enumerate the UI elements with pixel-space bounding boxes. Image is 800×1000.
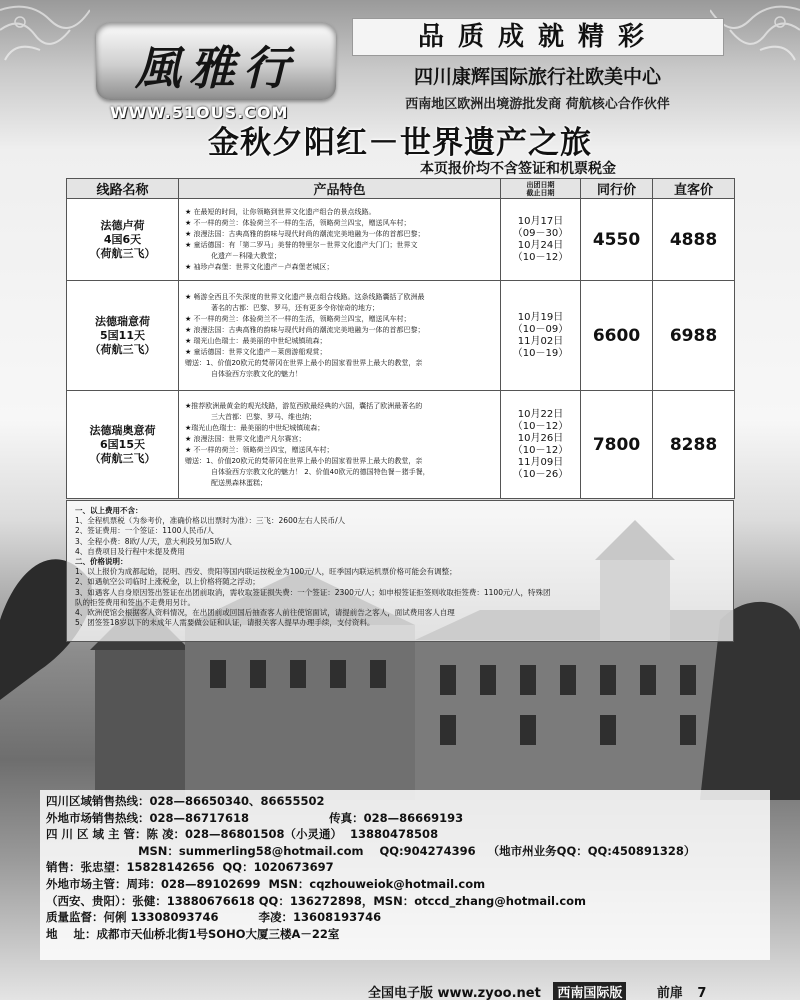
departure-dates-cell — [501, 391, 581, 499]
notes-item: 3、全程小费：8欧/人/天，意大利段另加5欧/人 — [75, 536, 232, 546]
notes-item: 5、团签签18岁以下的未成年人需要做公证和认证，请报关客人提早办理手续，支付资料。 — [75, 618, 375, 628]
feature-line: ★瑞光山色瑞士：最美丽的中世纪城镇琉森； — [185, 423, 325, 432]
brand-website: WWW.51OUS.COM — [110, 103, 289, 122]
date-line: 10月17日 — [517, 215, 564, 227]
feature-line: 配送黑森林蛋糕； — [211, 478, 267, 487]
contact-line: 外地市场销售热线：028—86717618 传真：028—86669193 — [46, 810, 464, 825]
notes-heading: 一、以上费用不含： — [75, 506, 143, 515]
notes-item: 2、如遇航空公司临时上涨税金，以上价格将随之浮动； — [75, 577, 260, 587]
peer-price-column-header: 同行价 — [581, 179, 653, 199]
direct-price-column-header: 直客价 — [653, 179, 735, 199]
route-name-line: 法德卢荷 — [100, 218, 145, 232]
date-column-header — [501, 179, 581, 199]
departure-dates-cell — [501, 281, 581, 391]
date-header-line2: 截止日期 — [526, 188, 555, 197]
notes-item: 4、欧洲使馆会根据客人资料情况，在出团前或回国后抽查客人前往使馆面试，请提前告之客人，面试费用客人自理 — [75, 608, 455, 618]
feature-line: ★ 浪漫法国：古典高雅的韵味与现代时尚的潮流完美地融为一体的首都巴黎； — [185, 229, 425, 238]
date-line: 11月02日 — [517, 335, 564, 347]
date-line: （10－26） — [512, 468, 569, 480]
route-name-cell — [67, 199, 179, 281]
direct-price-cell: 6988 — [653, 281, 735, 391]
notes-item: 4、自费项目及行程中未提及费用 — [75, 546, 185, 556]
contact-line: （西安、贵阳）：张健：13880676618 QQ：136272898，MSN：otccd_zhang@hotmail.com — [46, 893, 587, 908]
contact-line: MSN：summerling58@hotmail.com QQ:904274396 （地市州业务QQ：QQ:450891328） — [46, 843, 696, 858]
date-line: （10－12） — [512, 251, 569, 263]
feature-line: 自体验西方宗教文化的魅力！ — [211, 369, 302, 378]
date-line: （10－12） — [512, 420, 569, 432]
feature-line: ★ 不一样的荷兰：领略荷兰四宝，赠送风车村； — [185, 445, 334, 454]
route-name-line: 6国15天 — [100, 437, 145, 451]
peer-price-cell: 7800 — [581, 391, 653, 499]
contact-line: 四川区域销售热线：028—86650340、86655502 — [46, 794, 325, 808]
contact-line: 四 川 区 域 主 管：陈 凌：028—86801508（小灵通） 13880478508 — [46, 827, 439, 842]
feature-line: ★ 瑞光山色瑞士：最美丽的中世纪城镇琉森； — [185, 336, 327, 345]
slogan-banner: 品质成就精彩 — [352, 18, 724, 56]
tour-price-table — [66, 178, 735, 499]
route-name-line: 5国11天 — [100, 328, 145, 342]
price-disclaimer: 本页报价均不含签证和机票税金 — [420, 161, 616, 177]
feature-line: ★ 浪漫法国：古典高雅的韵味与现代时尚的潮流完美地融为一体的首都巴黎； — [185, 325, 425, 334]
contact-line: 质量监督：何俐 13308093746 李凌：13608193746 — [46, 910, 382, 925]
notes-item: 1、全程机票税（为参考价，准确价格以出票时为准）：三飞：2600左右人民币/人 — [75, 516, 346, 526]
feature-line: 赠送：1、价值20欧元的梵蒂冈在世界上最小的国家看世界上最大的教堂，亲 — [185, 358, 423, 367]
date-line: （10－19） — [512, 347, 569, 359]
departure-dates-cell — [501, 199, 581, 281]
route-name-line: （荷航三飞） — [89, 246, 156, 260]
table-header-row — [67, 179, 735, 199]
feature-line: ★ 童话德国：世界文化遗产－莱茵游船观赏； — [185, 347, 327, 356]
date-line: 11月09日 — [517, 456, 564, 468]
feature-line: 自体验西方宗教文化的魅力！ 2、价值40欧元的德国特色餐－猪手餐， — [211, 467, 430, 476]
feature-line: ★ 不一样的荷兰：体验荷兰不一样的生活，领略荷兰四宝，赠送风车村； — [185, 314, 411, 323]
route-name-cell — [67, 391, 179, 499]
feature-line: ★ 袖珍卢森堡：世界文化遗产－卢森堡老城区； — [185, 262, 334, 271]
contact-line: 销售：张忠望：15828142656 QQ：1020673697 — [46, 860, 334, 875]
fee-notes-box — [66, 500, 734, 642]
feature-line: ★ 不一样的荷兰：体验荷兰不一样的生活，领略荷兰四宝，赠送风车村； — [185, 218, 411, 227]
page-title: 金秋夕阳红－世界遗产之旅 — [208, 125, 592, 161]
date-header-line1: 出团日期 — [526, 180, 555, 189]
contact-info-box — [40, 790, 770, 960]
footer-site: 全国电子版 www.zyoo.net — [368, 986, 541, 1000]
date-line: 10月19日 — [517, 311, 564, 323]
table-row — [67, 281, 735, 391]
feature-line: 赠送：1、价值20欧元的梵蒂冈在世界上最小的国家看世界上最大的教堂，亲 — [185, 456, 423, 465]
date-line: 10月24日 — [517, 239, 564, 251]
page-footer — [368, 982, 706, 1000]
date-line: 10月22日 — [517, 408, 564, 420]
notes-item: 队的拒签费用和签出不走费用另计。 — [75, 597, 195, 607]
contact-line: 地 址：成都市天仙桥北街1号SOHO大厦三楼A－22室 — [46, 926, 340, 941]
footer-page-number: 7 — [697, 986, 707, 1000]
direct-price-cell: 8288 — [653, 391, 735, 499]
route-column-header: 线路名称 — [67, 179, 179, 199]
route-name-cell — [67, 281, 179, 391]
feature-line: ★ 童话德国：有「第二罗马」美誉的特里尔－世界文化遗产大门门；世界文 — [185, 240, 418, 249]
date-line: 10月26日 — [517, 432, 564, 444]
notes-item: 3、如遇客人自身原因签出签证在出团前取消，需收取签证损失费：一个签证：2300元/人；如申根签证拒签则收取拒签费：1100元/人，特殊团 — [75, 587, 551, 597]
feature-line: ★推荐欧洲最黄金的观光线路，游览西欧最经典的六国，囊括了欧洲最著名的 — [185, 401, 423, 410]
feature-line: 三大首都：巴黎、罗马、维也纳； — [211, 412, 316, 421]
feature-line: ★ 浪漫法国：世界文化遗产凡尔赛宫； — [185, 434, 306, 443]
route-name-line: （荷航三飞） — [89, 342, 156, 356]
company-name: 四川康辉国际旅行社欧美中心 — [413, 66, 661, 88]
route-name-line: 法德瑞意荷 — [95, 314, 150, 328]
notes-heading: 二、价格说明： — [75, 557, 128, 567]
route-name-line: 4国6天 — [103, 232, 142, 246]
date-line: （10－12） — [512, 444, 569, 456]
notes-item: 1、以上报价为成都起始，昆明、西安、贵阳等国内联运按税金为100元/人，旺季国内联运机票价格可能会有调整； — [75, 567, 457, 577]
date-line: （10－09） — [512, 323, 569, 335]
features-cell — [179, 391, 501, 499]
footer-page-label: 前扉 — [656, 986, 683, 1000]
peer-price-cell: 4550 — [581, 199, 653, 281]
direct-price-cell: 4888 — [653, 199, 735, 281]
feature-line: 化遗产－科隆大教堂； — [211, 251, 281, 260]
contact-line: 外地市场主管：周玮：028—89102699 MSN：cqzhouweiok@hotmail.com — [46, 876, 486, 891]
table-row — [67, 391, 735, 499]
footer-section-tag: 西南国际版 — [553, 982, 626, 1000]
route-name-line: （荷航三飞） — [89, 451, 156, 465]
route-name-line: 法德瑞奥意荷 — [89, 423, 156, 437]
features-column-header: 产品特色 — [179, 179, 501, 199]
company-tagline: 西南地区欧洲出境游批发商 荷航核心合作伙伴 — [405, 97, 670, 112]
brand-logo — [96, 22, 336, 100]
table-row — [67, 199, 735, 281]
brand-logo-text: 風雅行 — [135, 41, 297, 95]
features-cell — [179, 199, 501, 281]
notes-item: 2、签证费用：一个签证：1100人民币/人 — [75, 526, 214, 536]
feature-line: ★ 在最短的时间，让你领略到世界文化遗产组合的景点线路。 — [185, 207, 376, 216]
feature-line: ★ 畅游全西且不失深度的世界文化遗产景点组合线路。这条线路囊括了欧洲最 — [185, 292, 425, 301]
peer-price-cell: 6600 — [581, 281, 653, 391]
feature-line: 著名的古都：巴黎、罗马，还有更多令你惊奇的地方； — [211, 303, 379, 312]
date-line: （09－30） — [512, 227, 569, 239]
features-cell — [179, 281, 501, 391]
corner-ornament-left — [0, 0, 90, 70]
